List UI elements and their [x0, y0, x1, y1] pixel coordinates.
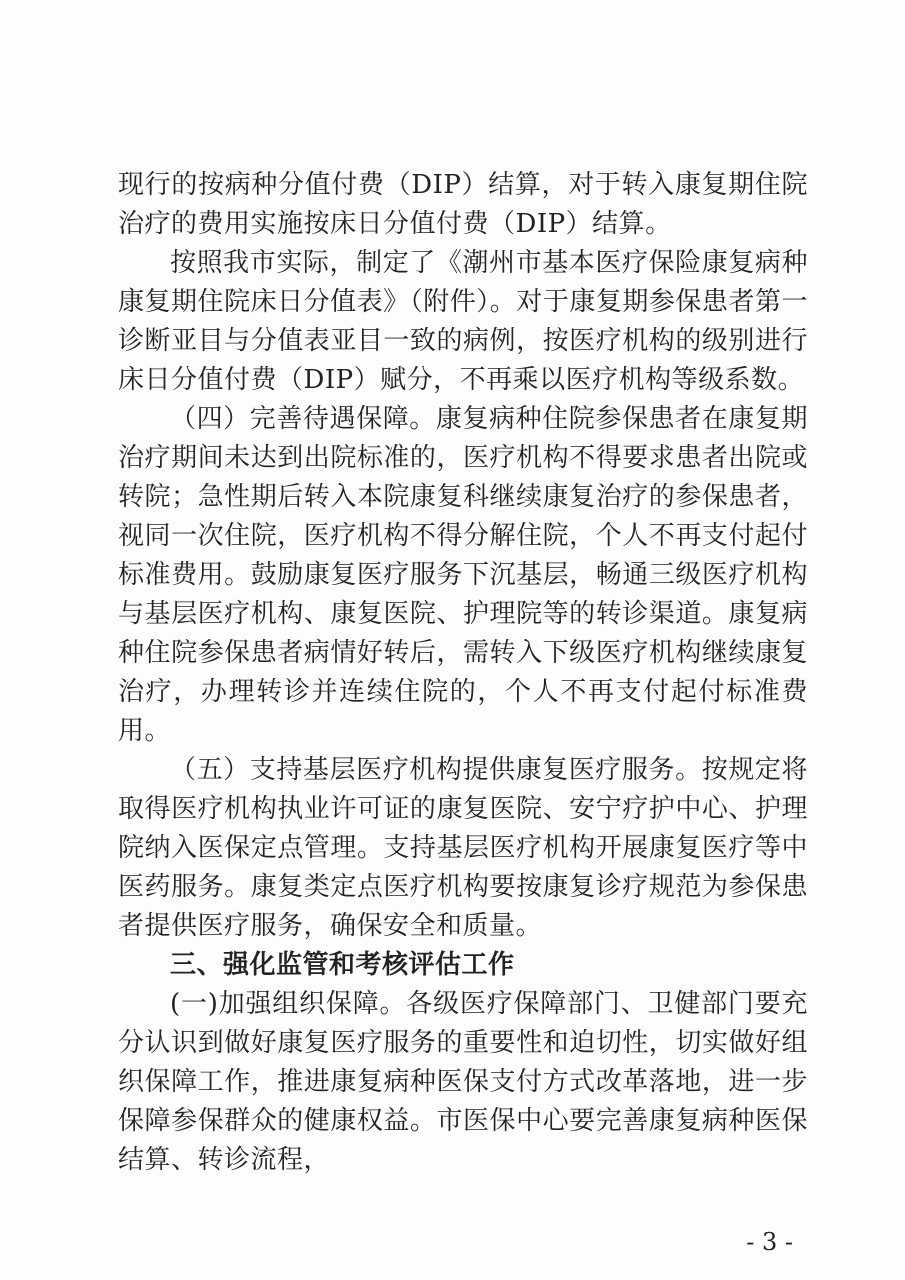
section-heading: 三、强化监管和考核评估工作: [170, 950, 515, 980]
paragraph-organization-guarantee: (一)加强组织保障。各级医疗保障部门、卫健部门要充分认识到做好康复医疗服务的重要性和迫切性，切实做好组织保障工作，推进康复病种医保支付方式改革落地，进一步保障参保群众的健康权益。市医保中心要完善康复病种医保结算、转诊流程，: [118, 989, 808, 1175]
paragraph-benefit-guarantee: （四）完善待遇保障。康复病种住院参保患者在康复期治疗期间未达到出院标准的，医疗机构不得要求患者出院或转院；急性期后转入本院康复科继续康复治疗的参保患者，视同一次住院，医疗机构不得分解住院，个人不再支付起付标准费用。鼓励康复医疗服务下沉基层，畅通三级医疗机构与基层医疗机构、康复医院、护理院等的转诊渠道。康复病种住院参保患者病情好转后，需转入下级医疗机构继续康复治疗，办理转诊并连续住院的，个人不再支付起付标准费用。: [118, 404, 808, 746]
document-body: [118, 166, 808, 1180]
paragraph-dip-settlement: 现行的按病种分值付费（DIP）结算，对于转入康复期住院治疗的费用实施按床日分值付费（DIP）结算。: [118, 170, 808, 239]
paragraph-grassroots-support: （五）支持基层医疗机构提供康复医疗服务。按规定将取得医疗机构执业许可证的康复医院、安宁疗护中心、护理院纳入医保定点管理。支持基层医疗机构开展康复医疗等中医药服务。康复类定点医疗机构要按康复诊疗规范为参保患者提供医疗服务，确保安全和质量。: [118, 755, 808, 941]
page-number: - 3 -: [746, 1228, 793, 1256]
paragraph-bed-day-table: 按照我市实际，制定了《潮州市基本医疗保险康复病种康复期住院床日分值表》（附件）。对于康复期参保患者第一诊断亚目与分值表亚目一致的病例，按医疗机构的级别进行床日分值付费（DIP）赋分，不再乘以医疗机构等级系数。: [118, 248, 808, 395]
